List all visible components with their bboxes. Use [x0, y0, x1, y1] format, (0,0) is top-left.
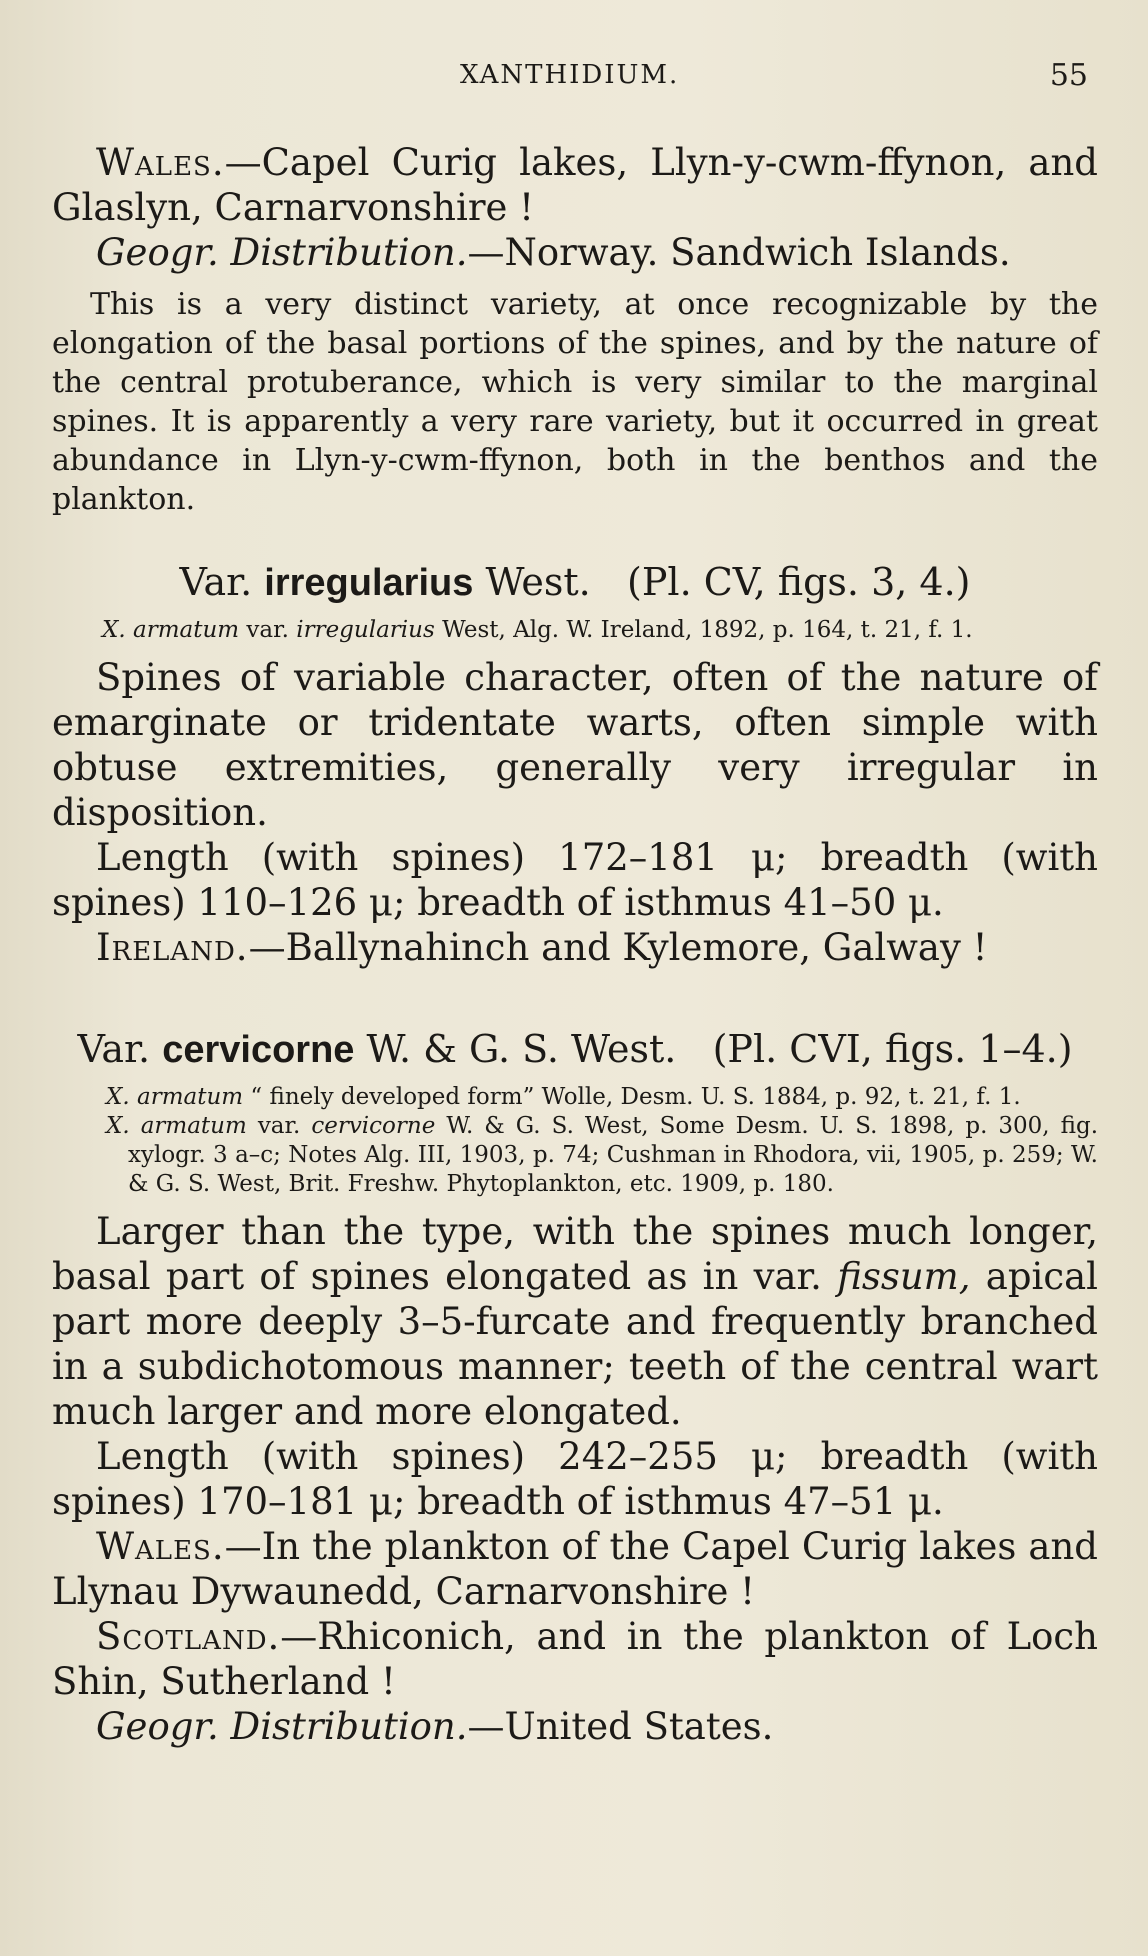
region-label: Ireland.	[96, 926, 249, 969]
locality-text: —Capel Curig lakes, Llyn-y-cwm-ffynon, and Glaslyn, Carnarvonshire !	[52, 141, 1098, 229]
variety-name: cervicorne	[162, 1029, 355, 1071]
synonym-var-word: var.	[257, 1113, 301, 1139]
distribution-label: Geogr. Distribution.	[96, 231, 468, 274]
synonym-citation: W. & G. S. West, Some Desm. U. S. 1898, p. 300, fig. xylogr. 3 a–c; Notes Alg. III, 1903, p. 74; Cushman in Rhodora, vii, 1905, p. 259; W. & G. S. West, Brit. Freshw. Phytoplankton, etc. 1909, p. 180.	[128, 1113, 1099, 1197]
region-label: Wales.	[96, 1525, 225, 1568]
variety-name: irregularius	[264, 562, 474, 604]
var-prefix: Var.	[77, 1027, 151, 1071]
page-body	[52, 140, 1098, 1749]
var-prefix: Var.	[179, 560, 253, 604]
measurements-cervicorne: Length (with spines) 242–255 μ; breadth (with spines) 170–181 μ; breadth of isthmus 47–51 μ.	[52, 1435, 1098, 1523]
region-label: Wales.	[96, 141, 225, 184]
synonym-citation: West, Alg. W. Ireland, 1892, p. 164, t. 21, f. 1.	[442, 617, 973, 643]
plate-reference: (Pl. CV, figs. 3, 4.)	[627, 560, 971, 604]
page-number: 55	[1049, 58, 1088, 93]
distribution-text: —Norway. Sandwich Islands.	[467, 231, 1011, 274]
geographic-distribution-2	[52, 1704, 1098, 1749]
locality-text: —Rhiconich, and in the plankton of Loch Shin, Sutherland !	[52, 1615, 1098, 1703]
running-header	[0, 58, 1148, 98]
description-cervicorne	[52, 1209, 1098, 1434]
synonym-species: X. armatum	[102, 617, 240, 643]
synonym-species: X. armatum	[106, 1084, 244, 1110]
locality-wales	[52, 140, 1098, 230]
synonym-var-word: var.	[246, 617, 289, 643]
locality-scotland	[52, 1614, 1098, 1704]
variety-heading-irregularius	[52, 559, 1098, 606]
region-label: Scotland.	[96, 1615, 281, 1658]
synonymy-irregularius	[52, 616, 1098, 645]
synonym-variety: cervicorne	[311, 1113, 436, 1139]
variety-author: West.	[485, 560, 591, 604]
description-part: apical part more deeply 3–5-furcate and frequently branched in a subdichotomous manner; teeth of the central wart much larger and more elongated.	[52, 1255, 1098, 1433]
locality-text: —In the plankton of the Capel Curig lakes and Llynau Dywaunedd, Carnarvonshire !	[52, 1525, 1098, 1613]
geographic-distribution	[52, 230, 1098, 275]
synonym-variety: irregularius	[296, 617, 435, 643]
synonym-citation: “ finely developed form” Wolle, Desm. U. S. 1884, p. 92, t. 21, f. 1.	[250, 1084, 1021, 1110]
variety-remark: This is a very distinct variety, at once recognizable by the elongation of the basal portions of the spines, and by the nature of the central protuberance, which is very similar to the marginal spines. It is apparently a very rare variety, but it occurred in great abundance in Llyn-y-cwm-ffynon, both in the benthos and the plankton.	[52, 287, 1098, 517]
synonymy-cervicorne-2	[52, 1112, 1098, 1199]
distribution-text: —United States.	[467, 1705, 774, 1748]
running-title: XANTHIDIUM.	[460, 60, 680, 90]
synonym-species: X. armatum	[106, 1113, 247, 1139]
description-irregularius: Spines of variable character, often of the nature of emarginate or tridentate warts, often simple with obtuse extremities, generally very irregular in disposition.	[52, 656, 1098, 834]
locality-wales-2	[52, 1524, 1098, 1614]
description-variety-ref: fissum,	[837, 1255, 971, 1298]
variety-heading-cervicorne	[52, 1026, 1098, 1073]
measurements-irregularius: Length (with spines) 172–181 μ; breadth (with spines) 110–126 μ; breadth of isthmus 41–50 μ.	[52, 836, 1098, 924]
distribution-label: Geogr. Distribution.	[96, 1705, 468, 1748]
locality-ireland	[52, 925, 1098, 970]
locality-text: —Ballynahinch and Kylemore, Galway !	[248, 926, 988, 969]
description-part: Larger than the type, with the spines much longer, basal part of spines elongated as in var.	[52, 1210, 1098, 1298]
synonymy-cervicorne-1	[52, 1083, 1098, 1112]
plate-reference: (Pl. CVI, figs. 1–4.)	[712, 1027, 1073, 1071]
variety-author: W. & G. S. West.	[366, 1027, 677, 1071]
